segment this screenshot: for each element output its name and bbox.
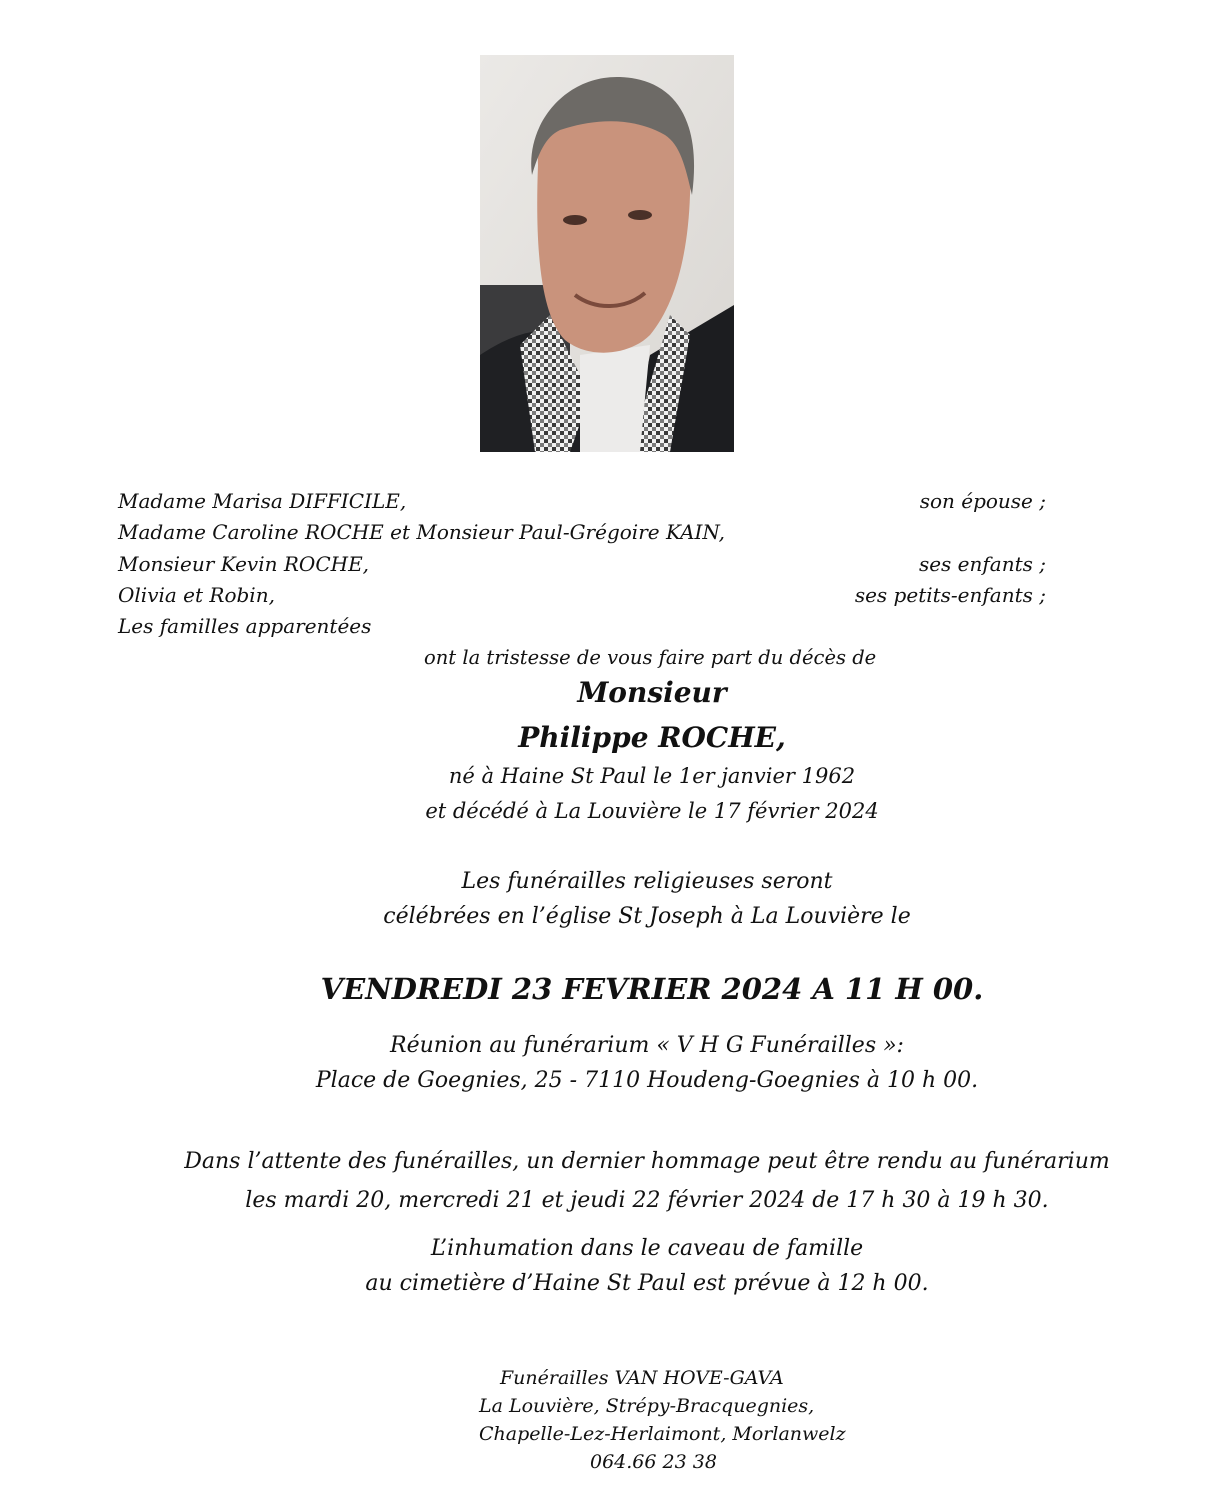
burial-line-1: L’inhumation dans le caveau de famille	[430, 1236, 864, 1261]
ceremony-date: VENDREDI 23 FEVRIER 2024 A 11 H 00.	[320, 972, 984, 1006]
funeral-home-locations-1: La Louvière, Strépy-Bracquegnies,	[479, 1395, 815, 1417]
funeral-home-phone: 064.66 23 38	[590, 1451, 717, 1473]
death-info: et décédé à La Louvière le 17 février 2024	[425, 799, 879, 823]
meeting-line-2: Place de Goegnies, 25 - 7110 Houdeng-Goegnies à 10 h 00.	[315, 1068, 979, 1093]
deceased-title: Monsieur	[577, 676, 727, 709]
family-name-4: Olivia et Robin,	[118, 583, 275, 607]
visitation-line-2: les mardi 20, mercredi 21 et jeudi 22 février 2024 de 17 h 30 à 19 h 30.	[245, 1188, 1049, 1213]
meeting-line-1: Réunion au funérarium « V H G Funérailles »:	[390, 1033, 904, 1058]
ceremony-line-1: Les funérailles religieuses seront	[461, 869, 833, 894]
announcement-intro: ont la tristesse de vous faire part du décès de	[424, 646, 877, 669]
burial-line-2: au cimetière d’Haine St Paul est prévue à 12 h 00.	[365, 1271, 929, 1296]
deceased-name: Philippe ROCHE,	[518, 721, 786, 754]
family-relation-4: ses petits-enfants ;	[854, 583, 1046, 607]
family-name-1: Madame Marisa DIFFICILE,	[118, 489, 407, 513]
family-name-3: Monsieur Kevin ROCHE,	[118, 552, 370, 576]
family-relation-1: son épouse ;	[919, 489, 1046, 513]
ceremony-line-2: célébrées en l’église St Joseph à La Louvière le	[383, 904, 911, 929]
family-name-5: Les familles apparentées	[118, 614, 372, 638]
funeral-home-locations-2: Chapelle-Lez-Herlaimont, Morlanwelz	[479, 1423, 846, 1445]
family-name-2: Madame Caroline ROCHE et Monsieur Paul-Grégoire KAIN,	[118, 520, 726, 544]
birth-info: né à Haine St Paul le 1er janvier 1962	[448, 764, 856, 788]
funeral-home-name: Funérailles VAN HOVE-GAVA	[500, 1367, 784, 1389]
visitation-line-1: Dans l’attente des funérailles, un dernier hommage peut être rendu au funérarium	[184, 1149, 1110, 1174]
portrait-photo	[480, 55, 734, 452]
family-relation-3: ses enfants ;	[918, 552, 1046, 576]
